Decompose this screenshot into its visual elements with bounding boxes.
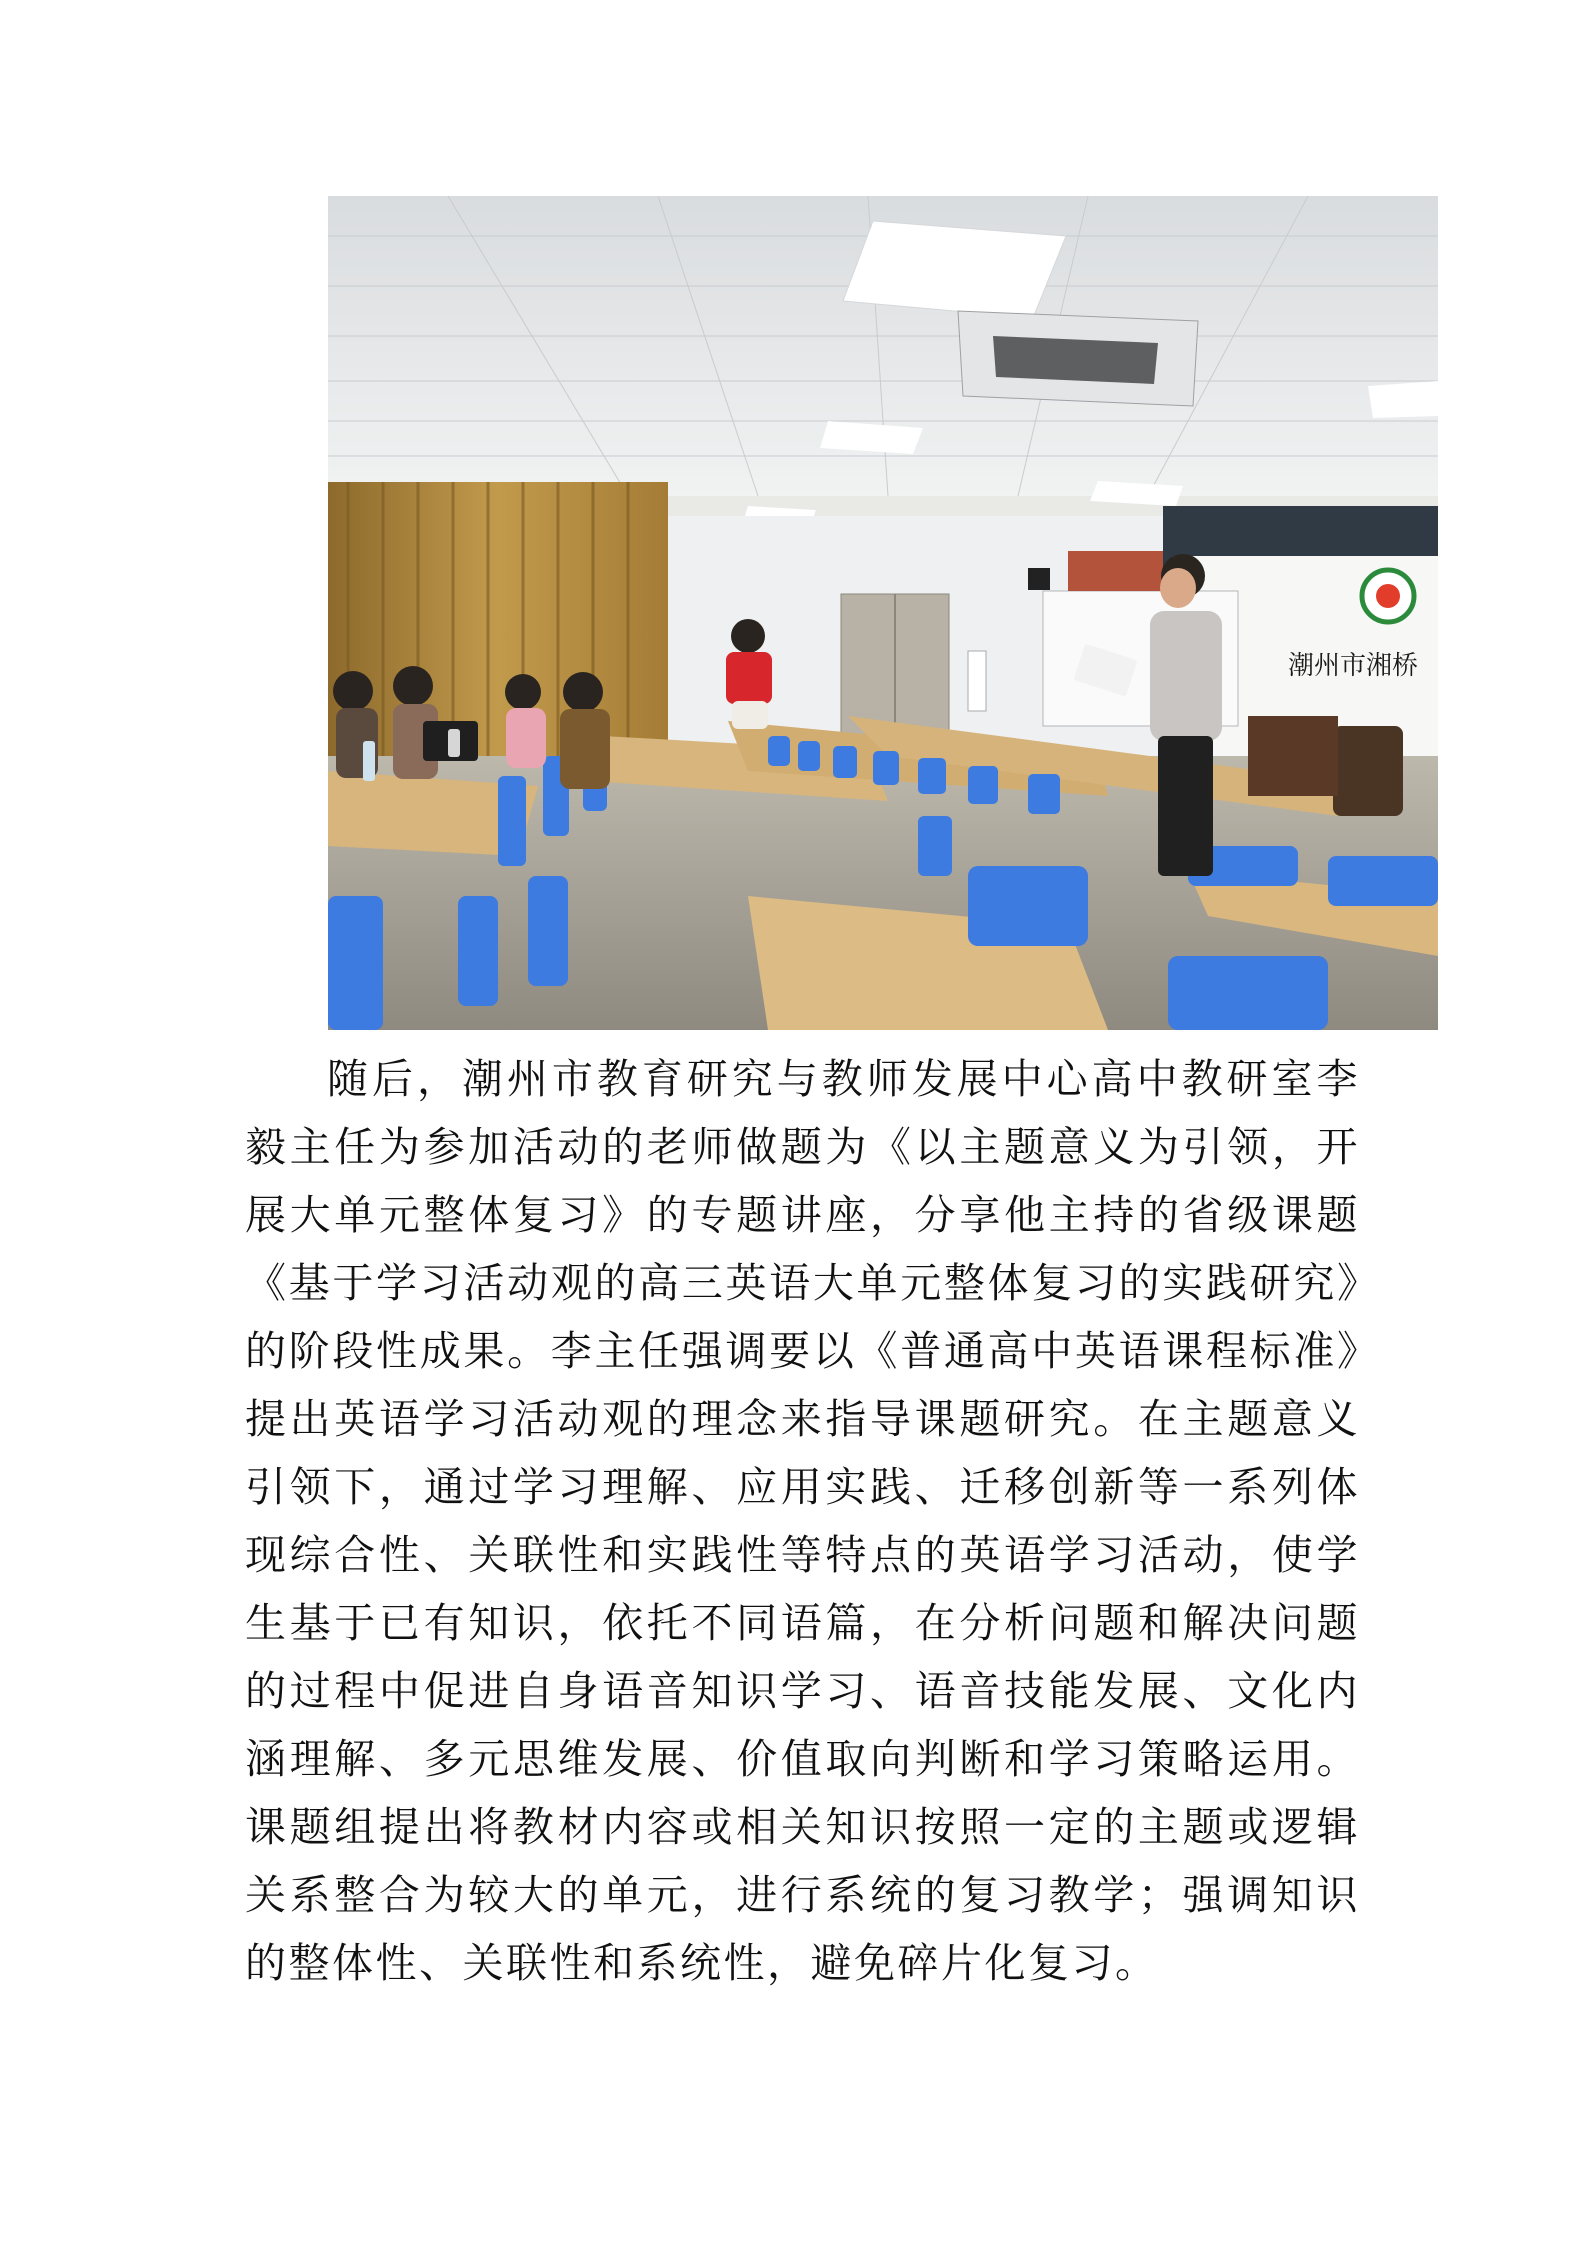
article-paragraph: 随后，潮州市教育研究与教师发展中心高中教研室李毅主任为参加活动的老师做题为《以主题意义为引领，开展大单元整体复习》的专题讲座，分享他主持的省级课题《基于学习活动观的高三英语大单元整体复习的实践研究》的阶段性成果。李主任强调要以《普通高中英语课程标准》提出英语学习活动观的理念来指导课题研究。在主题意义引领下，通过学习理解、应用实践、迁移创新等一系列体现综合性、关联性和实践性等特点的英语学习活动，使学生基于已有知识，依托不同语篇，在分析问题和解决问题的过程中促进自身语音知识学习、语音技能发展、文化内涵理解、多元思维发展、价值取向判断和学习策略运用。课题组提出将教材内容或相关知识按照一定的主题或逻辑关系整合为较大的单元，进行系统的复习教学；强调知识的整体性、关联性和系统性，避免碎片化复习。 (245, 1055, 1360, 1987)
wall-sign-text: 潮州市湘桥 (1288, 651, 1419, 681)
podium (1248, 716, 1338, 796)
water-bottle (363, 741, 375, 781)
cup (448, 729, 460, 757)
ceiling-light (1368, 381, 1438, 418)
red-screen (1068, 551, 1163, 591)
seminar-photo-illustration (328, 196, 1438, 1030)
wall-panel (968, 651, 986, 711)
ceiling-light (843, 221, 1066, 318)
speaker (1028, 568, 1050, 590)
air-conditioner-vent (993, 336, 1158, 384)
seminar-photo (328, 196, 1438, 1030)
school-logo-center (1376, 584, 1400, 608)
armchair (1333, 726, 1403, 816)
